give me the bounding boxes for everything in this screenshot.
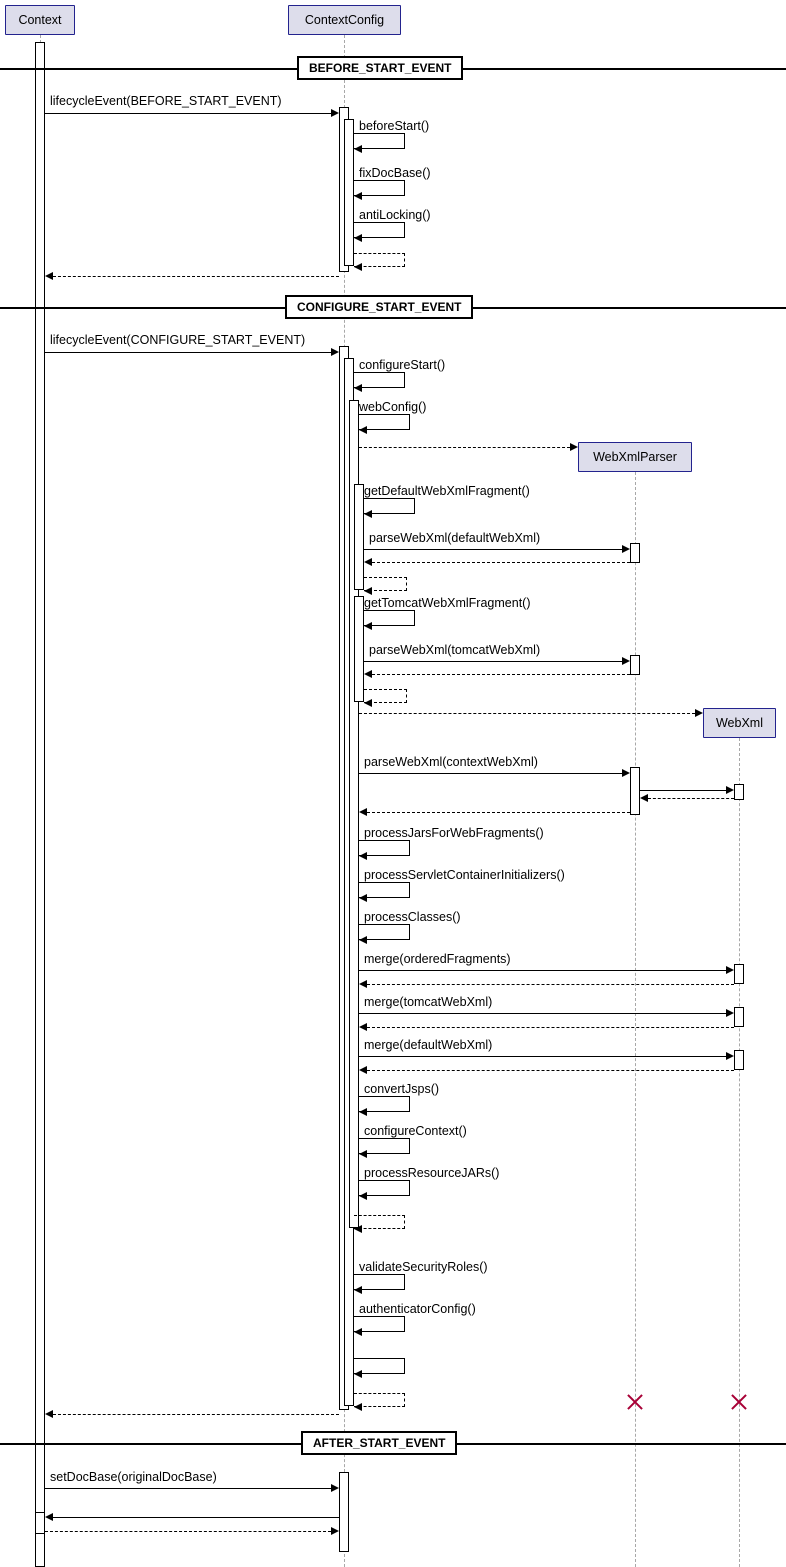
message-line-parse-contextwebxml-return [367,812,630,813]
message-line-merge-defaultwebxml-return [367,1070,734,1071]
message-arrow-parse-tomcatwebxml-return [364,670,372,678]
message-label-getdefaultwebxmlfragment: getDefaultWebXmlFragment() [364,484,530,498]
activation-webxml-merge3 [734,1050,744,1070]
message-line-lifecycle-after-start [45,1488,331,1489]
participant-label: WebXml [715,716,763,730]
message-arrow-processresourcejars [359,1192,367,1200]
message-label-applicationannotationsconfig: validateSecurityRoles() [359,1260,488,1274]
separator-label: CONFIGURE_START_EVENT [297,300,462,314]
activation-webxml-merge2 [734,1007,744,1027]
message-arrow-parse-contextwebxml [622,769,630,777]
message-line-merge-defaultwebxml [359,1056,726,1057]
separator-configure-start [285,295,473,319]
message-line-parse-contextwebxml [359,773,622,774]
message-arrow-lifecycle-configure-start [331,348,339,356]
message-arrow-parser-to-webxml [726,786,734,794]
message-arrow-getdefaultwebxmlfragment [364,510,372,518]
destroy-marker-webxmlparser [625,1392,645,1412]
activation-webxmlparser-context [630,767,640,815]
participant-context[interactable] [5,5,75,35]
message-arrow-self-return-beforestart [354,263,362,271]
participant-label: Context [18,13,62,27]
message-arrow-return-before-start [45,272,53,280]
message-arrow-fixdocbase [354,192,362,200]
message-label-beforestart: beforeStart() [359,119,430,133]
message-arrow-setdocbase-return [331,1527,339,1535]
message-arrow-webconfig [359,426,367,434]
message-line-parse-tomcatwebxml [364,661,622,662]
message-line-return-before-start [53,276,339,277]
activation-context-setdocbase [35,1512,45,1534]
message-arrow-create-webxmlparser [570,443,578,451]
message-label-parse-defaultwebxml: parseWebXml(defaultWebXml) [369,531,541,545]
participant-webxmlparser[interactable] [578,442,692,472]
message-arrow-merge-tomcatwebxml-return [359,1023,367,1031]
message-label-merge-orderedfragments: merge(orderedFragments) [364,952,511,966]
activation-webxmlparser-tomcat [630,655,640,675]
message-arrow-self-return-getdefaultfragment [364,587,372,595]
message-label-merge-tomcatwebxml: merge(tomcatWebXml) [364,995,493,1009]
message-label-lifecycle-after-start: setDocBase(originalDocBase) [50,1470,217,1484]
message-line-merge-orderedfragments [359,970,726,971]
message-arrow-lifecycle-after-start [331,1484,339,1492]
message-arrow-parse-tomcatwebxml [622,657,630,665]
message-arrow-applicationannotationsconfig [354,1286,362,1294]
message-label-processresourcejars: processResourceJARs() [364,1166,500,1180]
message-line-parser-to-webxml [640,790,726,791]
message-label-webconfig: webConfig() [359,400,427,414]
message-arrow-validatesecurityroles [354,1328,362,1336]
message-arrow-lifecycle-before-start [331,109,339,117]
separator-before-start [297,56,463,80]
activation-contextconfig-getdefaultfragment [354,484,364,590]
message-arrow-parse-defaultwebxml [622,545,630,553]
activation-contextconfig-nested-before [344,119,354,266]
message-arrow-convertjsps [359,1108,367,1116]
message-arrow-self-return-webconfig [354,1225,362,1233]
message-label-lifecycle-before-start: lifecycleEvent(BEFORE_START_EVENT) [50,94,282,108]
separator-label: BEFORE_START_EVENT [309,61,452,75]
message-arrow-merge-defaultwebxml [726,1052,734,1060]
message-label-processjarsforwebfragments: processJarsForWebFragments() [364,826,544,840]
message-arrow-create-webxml [695,709,703,717]
message-line-merge-tomcatwebxml-return [367,1027,734,1028]
activation-contextconfig-gettomcatfragment [354,596,364,702]
message-label-convertjsps: convertJsps() [364,1082,440,1096]
message-arrow-antilocking [354,234,362,242]
message-line-create-webxmlparser [359,447,570,448]
activation-webxml-parse [734,784,744,800]
message-arrow-configurecontext [359,1150,367,1158]
message-arrow-processservletcontainerinitializers [359,894,367,902]
message-arrow-webxml-return-parser [640,794,648,802]
message-arrow-merge-defaultwebxml-return [359,1066,367,1074]
message-line-return-configure-start [53,1414,339,1415]
message-arrow-setdocbase [45,1513,53,1521]
message-arrow-configurestart [354,384,362,392]
message-label-merge-defaultwebxml: merge(defaultWebXml) [364,1038,493,1052]
message-label-fixdocbase: fixDocBase() [359,166,431,180]
separator-label: AFTER_START_EVENT [313,1436,446,1450]
message-arrow-self-return-configurestart [354,1403,362,1411]
message-label-antilocking: antiLocking() [359,208,431,222]
message-arrow-parse-contextwebxml-return [359,808,367,816]
message-label-processservletcontainerinitializers: processServletContainerInitializers() [364,868,565,882]
message-line-create-webxml [359,713,695,714]
message-arrow-parse-defaultwebxml-return [364,558,372,566]
message-arrow-beforestart [354,145,362,153]
message-arrow-authenticatorconfig [354,1370,362,1378]
message-label-configurestart: configureStart() [359,358,446,372]
message-arrow-processclasses [359,936,367,944]
message-label-processclasses: processClasses() [364,910,461,924]
message-arrow-merge-tomcatwebxml [726,1009,734,1017]
message-line-parse-defaultwebxml-return [372,562,630,563]
message-arrow-merge-orderedfragments-return [359,980,367,988]
activation-webxml-merge1 [734,964,744,984]
message-label-parse-contextwebxml: parseWebXml(contextWebXml) [364,755,538,769]
message-line-merge-orderedfragments-return [367,984,734,985]
participant-label: ContextConfig [304,13,385,27]
destroy-marker-webxml [729,1392,749,1412]
message-line-webxml-return-parser [648,798,734,799]
message-line-setdocbase-return [45,1531,331,1532]
message-line-setdocbase [53,1517,339,1518]
participant-label: WebXmlParser [593,450,677,464]
participant-webxml[interactable] [703,708,776,738]
message-label-validatesecurityroles: authenticatorConfig() [359,1302,476,1316]
message-arrow-gettomcatwebxmlfragment [364,622,372,630]
activation-contextconfig-after [339,1472,349,1552]
message-line-parse-tomcatwebxml-return [372,674,630,675]
message-label-configurecontext: configureContext() [364,1124,467,1138]
message-label-parse-tomcatwebxml: parseWebXml(tomcatWebXml) [369,643,541,657]
message-line-lifecycle-configure-start [45,352,331,353]
message-label-lifecycle-configure-start: lifecycleEvent(CONFIGURE_START_EVENT) [50,333,306,347]
message-arrow-return-configure-start [45,1410,53,1418]
message-arrow-merge-orderedfragments [726,966,734,974]
separator-after-start [301,1431,457,1455]
message-arrow-processjarsforwebfragments [359,852,367,860]
activation-webxmlparser-default [630,543,640,563]
message-line-parse-defaultwebxml [364,549,622,550]
message-line-merge-tomcatwebxml [359,1013,726,1014]
message-label-gettomcatwebxmlfragment: getTomcatWebXmlFragment() [364,596,531,610]
message-line-lifecycle-before-start [45,113,331,114]
activation-context [35,42,45,1567]
participant-contextconfig[interactable] [288,5,401,35]
message-arrow-self-return-gettomcatfragment [364,699,372,707]
